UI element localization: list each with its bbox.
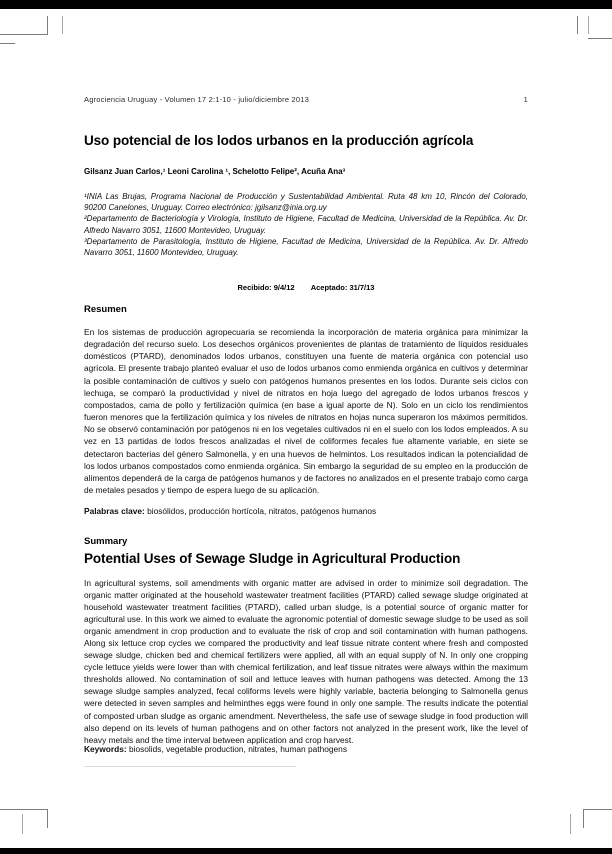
keywords-label: Keywords: <box>84 744 129 754</box>
keywords-values: biosolids, vegetable production, nitrates, human pathogens <box>128 744 347 754</box>
author-list: Gilsanz Juan Carlos,¹ Leoni Carolina ¹, Schelotto Felipe², Acuña Ana³ <box>84 167 346 176</box>
summary-paragraph: In agricultural systems, soil amendments with organic matter are advised in order to minimize soil degradation. The organic matter originated at the household wastewater treatment facilities (PTARD) called sewage sludge originated at household wastewater treatment facilities (PTARD), called urban sludge, is a potential source of organic matter for agricultural use. In this work we aimed to evaluate the agronomic potential of domestic sewage sludge to be used as soil organic amendment in crop production and to evaluate the risk of crop and soil contamination with human pathogens. Along six lettuce crop cycles we compared the productivity and leaf tissue nitrate content where fresh and composted sewage sludge, chicken bed and chemical fertilizers were applied, all with an equal supply of N. In only one cropping cycle lettuce yields were lower than with chemical fertilization, and leaf tissue nitrates were always within the maximum thresholds allowed. No contamination of soil and lettuce leaves with human pathogens was detected. Among the 13 sewage sludge samples analyzed, fecal coliforms levels were highly variable, bacteria belonging to Salmonella genus were detected in seven samples and helminthes eggs were found in only one sample. The results indicate the potential of composted urban sludge as organic amendment. Nevertheless, the safe use of sewage sludge in food production will also depend on its levels of human pathogens and on other factors not analyzed in the present work, like the level of heavy metals and the time interval between application and crop harvest. <box>84 578 528 745</box>
palabras-clave-label: Palabras clave: <box>84 506 148 516</box>
page-number: 1 <box>523 95 528 104</box>
crop-mark-bottom-right-vertical <box>583 810 584 828</box>
crop-mark-top-right-vertical-2 <box>588 16 589 34</box>
crop-mark-top-right-horizontal <box>588 38 612 39</box>
accepted-date: Aceptado: 31/7/13 <box>310 283 375 292</box>
crop-mark-top-left-horizontal <box>0 34 48 35</box>
article-title-spanish: Uso potencial de los lodos urbanos en la producción agrícola <box>84 133 474 148</box>
affiliation-1: ¹INIA Las Brujas, Programa Nacional de Producción y Sustentabilidad Ambiental. Ruta 48 km 10, Rincón del Colorado, 90200 Canelones, Uruguay. Correo electrónico: jgilsanz@inia.org.uy <box>84 192 528 213</box>
affiliations-block <box>84 191 528 258</box>
crop-mark-top-right-vertical <box>577 16 578 34</box>
crop-mark-bottom-left-vertical-2 <box>22 814 23 834</box>
affiliation-2: ²Departamento de Bacteriología y Virología, Instituto de Higiene, Facultad de Medicina, Universidad de la República. Av. Dr. Alfredo Navarro 3051, 11600 Montevideo, Uruguay. <box>84 214 528 235</box>
scan-edge-bar-bottom <box>0 848 612 854</box>
crop-mark-top-left-horizontal-2 <box>0 43 15 44</box>
article-title-english: Potential Uses of Sewage Sludge in Agricultural Production <box>84 551 461 566</box>
running-header <box>84 95 528 104</box>
crop-mark-bottom-left-horizontal <box>0 809 48 810</box>
affiliation-3: ³Departamento de Parasitología, Instituto de Higiene, Facultad de Medicina, Universidad de la República. Av. Dr. Alfredo Navarro 3051, 11600 Montevideo, Uruguay. <box>84 236 528 258</box>
crop-mark-bottom-right-horizontal <box>583 809 612 810</box>
crop-mark-bottom-right-vertical-2 <box>570 814 571 834</box>
journal-volume-text: Agrociencia Uruguay - Volumen 17 2:1-10 - julio/diciembre 2013 <box>84 95 310 104</box>
palabras-clave-values: biosólidos, producción hortícola, nitratos, patógenos humanos <box>147 506 377 516</box>
keywords-line <box>84 744 528 754</box>
scan-artifact-rule <box>84 766 296 767</box>
submission-dates <box>84 283 528 292</box>
resumen-heading: Resumen <box>84 304 127 315</box>
crop-mark-bottom-left-vertical <box>47 810 48 828</box>
palabras-clave-line <box>84 506 528 516</box>
scan-edge-bar-top <box>0 0 612 9</box>
crop-mark-top-left-vertical <box>47 16 48 34</box>
crop-mark-top-left-vertical-2 <box>62 16 63 34</box>
received-date: Recibido: 9/4/12 <box>237 283 295 292</box>
summary-heading: Summary <box>84 536 128 547</box>
resumen-paragraph: En los sistemas de producción agropecuaria se recomienda la incorporación de materia orgánica para minimizar la degradación del recurso suelo. Los desechos orgánicos provenientes de plantas de tratamiento de líquidos residuales domésticos (PTARD), denominados lodos urbanos, constituyen una fuente de materia orgánica con potencial uso agrícola. El presente trabajo planteó evaluar el uso de lodos urbanos como enmienda orgánica en cultivos y determinar la posible contaminación de cultivos y suelo con patógenos humanos presentes en los lodos. Durante seis ciclos con lechuga, se comparó la productividad y nivel de nitratos en hoja luego del agregado de lodos urbanos frescos y compostados, cama de pollo y fertilización química (en base a igual aporte de N). Solo en un ciclo los rendimientos fueron menores que la fertilización química y los niveles de nitratos en hojas nunca superaron los máximos permitidos. No se observó contaminación por patógenos ni en los vegetales cultivados ni en el suelo con los lodos empleados. A su vez en 13 partidas de lodos frescos analizadas el nivel de coliformes fecales fue altamente variable, en siete se detectaron bacterias del género Salmonella, y en una huevos de helmintos. Los resultados indican la potencialidad de los lodos urbanos compostados como enmienda orgánica. Sin embargo la seguridad de su empleo en la producción de alimentos dependerá de la carga de patógenos humanos y de factores no analizados en el presente trabajo como carga de metales pesados y tiempo de espera luego de su aplicación. <box>84 327 528 496</box>
